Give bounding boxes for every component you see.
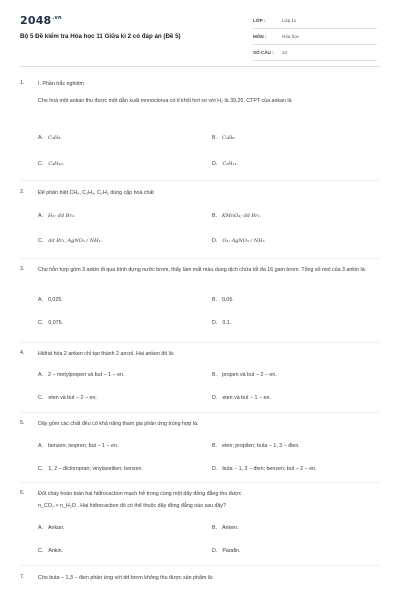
option-d[interactable]: D. O₂; AgNO₃ / NH₃ [212, 238, 265, 244]
option-b[interactable]: B. C₅H₈. [212, 135, 236, 141]
question-stem: Dãy gồm các chất đều có khả năng tham gia phản ứng trùng hợp là: [38, 421, 199, 427]
question-divider [20, 412, 380, 413]
option-a[interactable]: A. 2 − metylpropen và but − 1 − en. [38, 372, 125, 378]
question-divider [20, 342, 380, 343]
question-stem: Cho hỗn hợp gồm 3 ankin đi qua bình đựng nước brom, thấy làm mất màu dung dịch chứa tối đa 16 gam brom. Tổng số mol của 3 ankin là: [38, 267, 367, 273]
meta-value: Hóa học [282, 34, 300, 39]
question-number: 1. [20, 80, 25, 86]
option-a[interactable]: A. 0,025. [38, 297, 63, 303]
question-number: 6. [20, 490, 25, 496]
question-divider [20, 180, 380, 181]
option-b[interactable]: B. Anken. [212, 525, 239, 531]
option-d[interactable]: D. 0,1. [212, 320, 232, 326]
document-title: Bộ 5 Đề kiểm tra Hóa học 11 Giữa kì 2 có đáp án (Đề 5) [20, 33, 181, 40]
option-c[interactable]: C. dd Br₂, AgNO₃ / NH₃. [38, 238, 103, 244]
option-b[interactable]: B. 0,05. [212, 297, 234, 303]
question-stem: I. Phần trắc nghiệm [38, 81, 84, 87]
question-stem: Đốt cháy hoàn toàn hai hiđrocacbon mạch hở trong cùng một dãy đồng đẳng thu được [38, 491, 242, 497]
header-divider [20, 66, 380, 67]
option-b[interactable]: B. KMnO₄; dd Br₂. [212, 213, 262, 219]
question-subtext: n_CO₂ > n_H₂O . Hai hiđrocacbon đó có thể thuộc dãy đồng đẳng nào sau đây? [38, 503, 227, 509]
question-stem: Hiđrat hóa 2 anken chỉ tạo thành 2 ancol. Hai anken đó là: [38, 351, 175, 357]
meta-key: LỚP : [253, 18, 266, 23]
question-divider [20, 258, 380, 259]
option-c[interactable]: C. eten và but − 2 − en. [38, 395, 97, 401]
meta-value: 14 [282, 50, 288, 55]
question-stem: Để phân biệt CH₄, C₂H₄, C₂H₂ dùng cặp hoá chất [38, 190, 154, 196]
option-a[interactable]: A. H₂; dd Br₂. [38, 213, 76, 219]
meta-row-subject [253, 29, 377, 45]
question-divider [20, 565, 380, 566]
question-number: 7. [20, 574, 25, 580]
meta-key: SỐ CÂU : [253, 50, 274, 55]
meta-key: MÔN : [253, 34, 267, 39]
question-number: 5. [20, 420, 25, 426]
option-c[interactable]: C. C₄H₁₀. [38, 161, 65, 167]
option-c[interactable]: C. 1, 2 − đicloropran; vinylaxetilen; benzen. [38, 466, 143, 472]
brand-logo: $2048^{.vn}$ [20, 14, 62, 27]
option-b[interactable]: B. propen và but − 2 − en. [212, 372, 277, 378]
option-c[interactable]: C. Ankin. [38, 548, 64, 554]
option-d[interactable]: D. Parafin. [212, 548, 241, 554]
question-number: 3. [20, 266, 25, 272]
option-c[interactable]: C. 0,075. [38, 320, 64, 326]
option-a[interactable]: A. Ankan. [38, 525, 65, 531]
meta-row-class [253, 13, 377, 29]
question-stem: Cho buta − 1,3 − đien phản ứng với dd brom không thu được sản phẩm là: [38, 575, 214, 581]
option-d[interactable]: D. C₅H₁₂. [212, 161, 239, 167]
question-number: 4. [20, 350, 25, 356]
option-b[interactable]: B. eten; propilen; buta − 1, 3 − đien. [212, 443, 300, 449]
question-subtext: Cho hoá một ankan thu được một dẫn xuất monoclorua có tỉ khối hơi so với H₂ là 39,25. CTPT của ankan là [38, 98, 292, 104]
option-a[interactable]: A. benzen; isopren; but − 1 − en. [38, 443, 119, 449]
option-d[interactable]: D. eten và but − 1 − en. [212, 395, 271, 401]
question-number: 2. [20, 189, 25, 195]
meta-value: Lớp 11 [282, 18, 297, 23]
option-a[interactable]: A. C₃H₈. [38, 135, 62, 141]
meta-table [253, 13, 377, 61]
question-divider [20, 482, 380, 483]
meta-row-count [253, 45, 377, 61]
option-d[interactable]: D. buta − 1, 3 − đien; benzen; but − 2 − en. [212, 466, 317, 472]
